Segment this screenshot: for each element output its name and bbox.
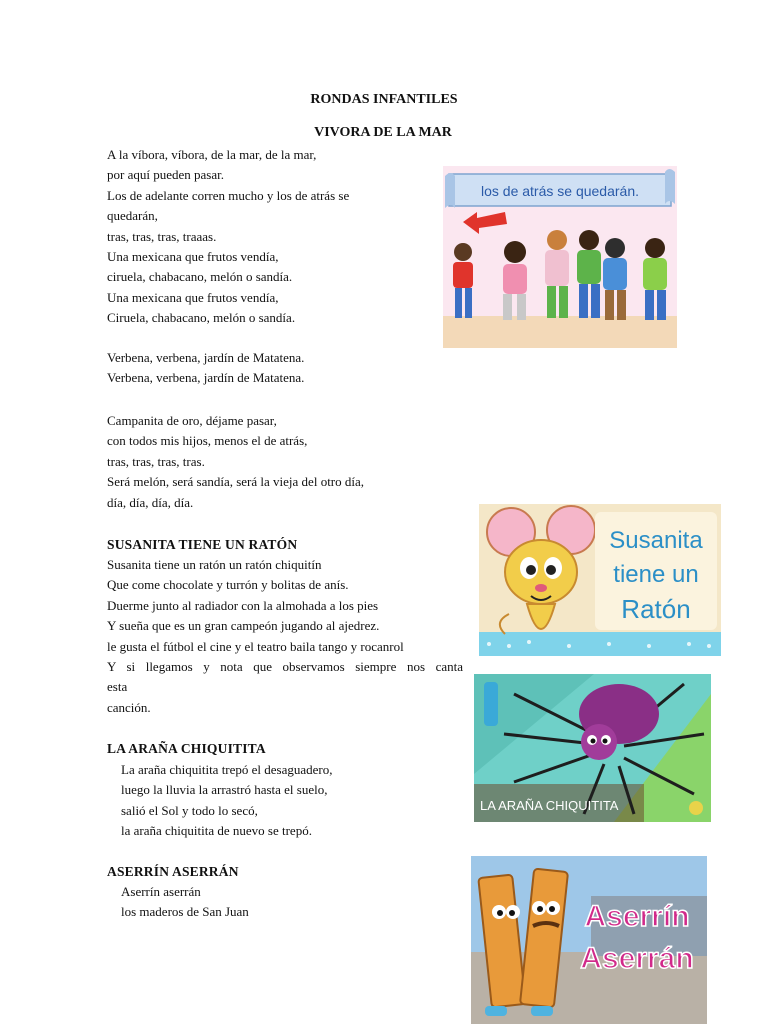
aserrin-illustration xyxy=(471,856,707,1024)
arana-lyrics xyxy=(121,760,333,842)
verse-line: Será melón, será sandía, será la vieja del otro día, xyxy=(107,474,365,490)
verse-line: Una mexicana que frutos vendía, xyxy=(107,289,279,305)
section-heading-vibora: VIVORA DE LA MAR xyxy=(314,125,452,140)
verse-line: la araña chiquitita de nuevo se trepó. xyxy=(121,823,312,839)
section-heading-arana: LA ARAÑA CHIQUITITA xyxy=(107,741,266,756)
verse-line: Verbena, verbena, jardín de Matatena. xyxy=(107,370,305,386)
verse-line: Duerme junto al radiador con la almohada a los pies xyxy=(107,597,379,613)
verse-line: con todos mis hijos, menos el de atrás, xyxy=(107,433,308,449)
verse-line: los maderos de San Juan xyxy=(121,904,249,920)
vibora-stanza-3 xyxy=(107,411,364,513)
verse-line: por aquí pueden pasar. xyxy=(107,167,224,183)
verse-line: Verbena, verbena, jardín de Matatena. xyxy=(107,350,305,365)
arana-illustration xyxy=(474,674,711,822)
arana-caption: LA ARAÑA CHIQUITITA xyxy=(480,798,619,813)
verse-line: Los de adelante corren mucho y los de atrás se xyxy=(107,187,350,203)
susanita-lyrics xyxy=(107,555,463,718)
verse-line: Ciruela, chabacano, melón o sandía. xyxy=(107,310,296,326)
page-title: RONDAS INFANTILES xyxy=(310,92,458,107)
banner-text: los de atrás se quedarán. xyxy=(481,183,639,199)
verse-line: luego la lluvia la arrastró hasta el suelo, xyxy=(121,782,328,798)
aserrin-title-1: Aserrín xyxy=(584,900,690,933)
aserrin-title-2: Aserrán xyxy=(580,942,694,975)
verse-line: tras, tras, tras, traaas. xyxy=(107,228,217,244)
verse-line: día, día, día, día. xyxy=(107,494,194,510)
verse-line: Una mexicana que frutos vendía, xyxy=(107,249,279,265)
aserrin-lyrics xyxy=(121,882,249,923)
verse-line: tras, tras, tras, tras. xyxy=(107,453,205,469)
verse-line: Susanita tiene un ratón un ratón chiquitín xyxy=(107,557,322,572)
verse-line: ciruela, chabacano, melón o sandía. xyxy=(107,269,293,285)
verse-line: canción. xyxy=(107,699,151,715)
susanita-title-2: tiene un xyxy=(613,561,699,588)
verse-line: quedarán, xyxy=(107,208,158,224)
vibora-stanza-1 xyxy=(107,145,407,329)
susanita-title-1: Susanita xyxy=(609,527,703,554)
vibora-illustration xyxy=(443,166,677,348)
vibora-stanza-2 xyxy=(107,348,304,389)
verse-line: Que come chocolate y turrón y bolitas de anís. xyxy=(107,577,349,593)
section-heading-susanita: SUSANITA TIENE UN RATÓN xyxy=(107,537,298,552)
susanita-title-3: Ratón xyxy=(621,594,691,624)
verse-line: Campanita de oro, déjame pasar, xyxy=(107,413,277,428)
verse-line: La araña chiquitita trepó el desaguadero, xyxy=(121,762,333,777)
verse-line: esta xyxy=(107,679,128,695)
verse-line: salió el Sol y todo lo secó, xyxy=(121,802,258,818)
susanita-illustration xyxy=(479,504,721,656)
verse-line: A la víbora, víbora, de la mar, de la mar, xyxy=(107,147,317,162)
verse-line: Y sueña que es un gran campeón jugando al ajedrez. xyxy=(107,618,380,634)
verse-line: Y si llegamos y nota que observamos siempre nos canta xyxy=(107,659,463,675)
section-heading-aserrin: ASERRÍN ASERRÁN xyxy=(107,864,239,879)
verse-line: le gusta el fútbol el cine y el teatro baila tango y rocanrol xyxy=(107,638,404,654)
verse-line: Aserrín aserrán xyxy=(121,884,201,899)
